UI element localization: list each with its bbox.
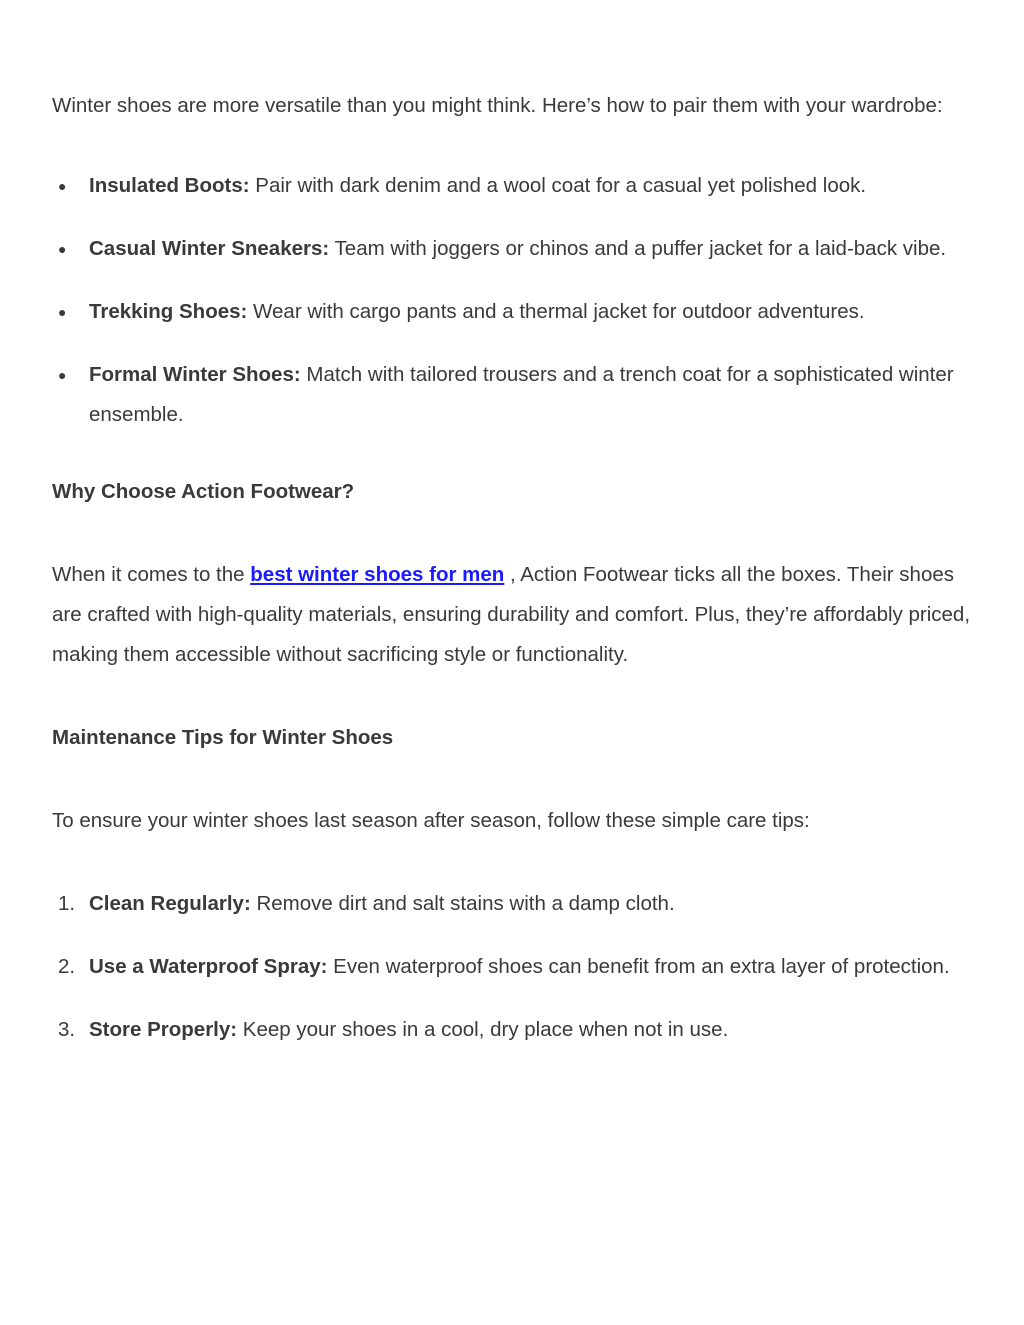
list-item — [52, 355, 982, 435]
step-text: Even waterproof shoes can benefit from an extra layer of protection. — [327, 955, 950, 978]
bullet-icon: ● — [58, 178, 67, 194]
pairing-list — [52, 166, 982, 435]
step-label: Clean Regularly: — [89, 892, 251, 915]
list-item — [52, 884, 982, 924]
list-item — [52, 166, 982, 206]
list-item — [52, 947, 982, 987]
why-paragraph — [52, 555, 982, 675]
step-label: Store Properly: — [89, 1018, 238, 1041]
best-winter-shoes-link[interactable]: best winter shoes for men — [250, 563, 505, 586]
why-text-before-link: When it comes to the — [52, 563, 251, 586]
intro-paragraph: Winter shoes are more versatile than you might think. Here’s how to pair them with your wardrobe: — [52, 94, 943, 117]
list-item — [52, 1010, 982, 1050]
maintenance-intro: To ensure your winter shoes last season after season, follow these simple care tips: — [52, 809, 810, 832]
list-item-label: Trekking Shoes: — [89, 300, 248, 323]
step-text: Remove dirt and salt stains with a damp cloth. — [250, 892, 675, 915]
list-item — [52, 229, 982, 269]
why-heading: Why Choose Action Footwear? — [52, 480, 355, 503]
list-item — [52, 292, 982, 332]
step-number: 2. — [58, 955, 76, 978]
why-text-after-link: , Action Footwear ticks all the boxes. Their shoes are crafted with high-quality materials, ensuring durability and comfort. Plus, they’re affordably priced, making them accessible without sacrificing style or functionality. — [52, 563, 971, 666]
step-text: Keep your shoes in a cool, dry place when not in use. — [237, 1018, 729, 1041]
step-number: 1. — [58, 892, 76, 915]
list-item-label: Formal Winter Shoes: — [89, 363, 301, 386]
list-item-text: Team with joggers or chinos and a puffer jacket for a laid-back vibe. — [329, 237, 947, 260]
bullet-icon: ● — [58, 304, 67, 320]
step-number: 3. — [58, 1018, 76, 1041]
care-steps-list — [52, 884, 982, 1050]
bullet-icon: ● — [58, 241, 67, 257]
list-item-label: Casual Winter Sneakers: — [89, 237, 330, 260]
bullet-icon: ● — [58, 367, 67, 383]
list-item-text: Wear with cargo pants and a thermal jacket for outdoor adventures. — [247, 300, 865, 323]
list-item-text: Pair with dark denim and a wool coat for a casual yet polished look. — [249, 174, 867, 197]
article-body — [52, 86, 982, 1073]
step-label: Use a Waterproof Spray: — [89, 955, 328, 978]
list-item-label: Insulated Boots: — [89, 174, 250, 197]
maintenance-heading: Maintenance Tips for Winter Shoes — [52, 726, 394, 749]
list-item-text: Match with tailored trousers and a trench coat for a sophisticated winter ensemble. — [89, 363, 954, 426]
